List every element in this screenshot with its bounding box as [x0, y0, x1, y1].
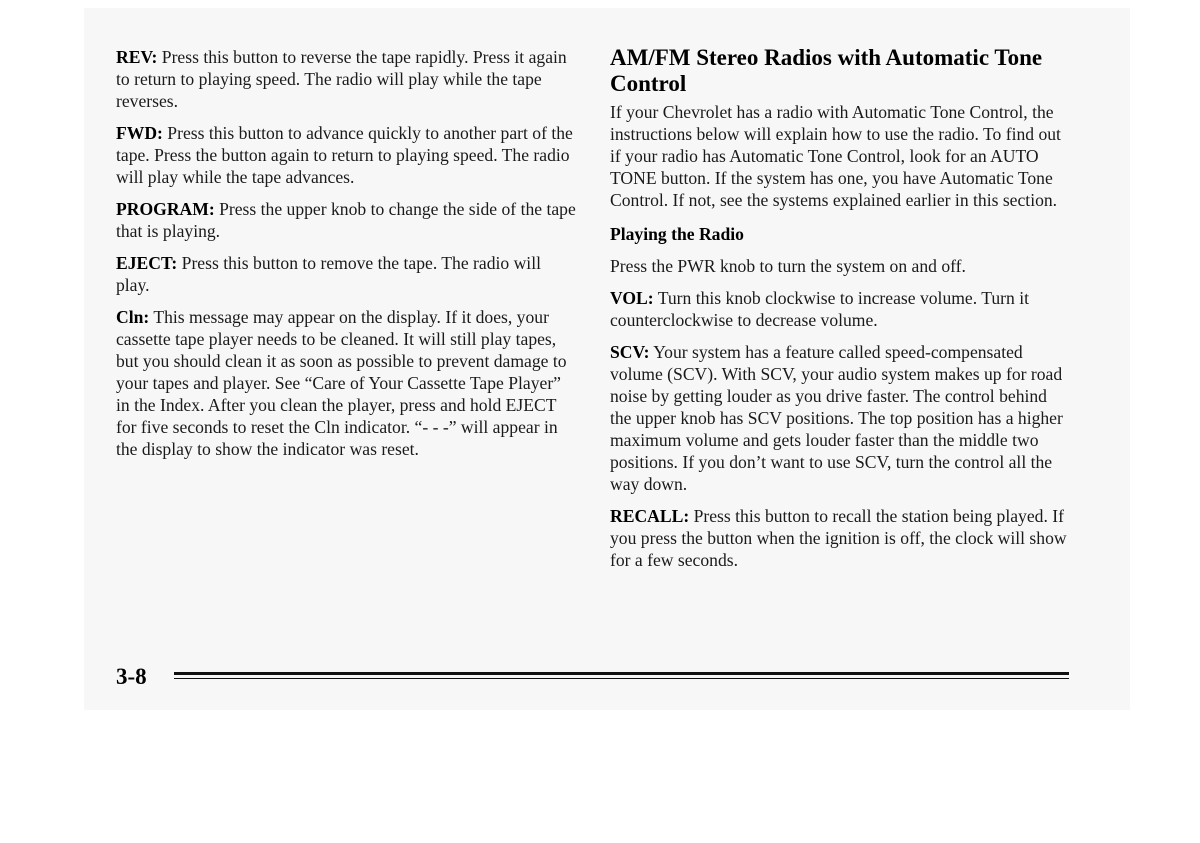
recall-term: RECALL: — [610, 506, 690, 526]
playing-radio-subheading: Playing the Radio — [610, 224, 744, 244]
program-paragraph — [116, 198, 578, 242]
vol-text: Turn this knob clockwise to increase volume. Turn it counterclockwise to decrease volume. — [610, 288, 1029, 330]
eject-text: Press this button to remove the tape. The radio will play. — [116, 253, 541, 295]
program-text: Press the upper knob to change the side of the tape that is playing. — [116, 199, 576, 241]
vol-paragraph — [610, 287, 1072, 331]
page-number: 3-8 — [116, 664, 147, 689]
intro-paragraph: If your Chevrolet has a radio with Automatic Tone Control, the instructions below will explain how to use the radio. To find out if your radio has Automatic Tone Control, look for an AUTO TONE button. If the system has one, you have Automatic Tone Control. If not, see the systems explained earlier in this section. — [610, 102, 1061, 210]
scv-paragraph — [610, 341, 1072, 495]
cln-text: This message may appear on the display. If it does, your cassette tape player needs to be cleaned. It will still play tapes, but you should clean it as soon as possible to prevent damage to your tapes and player. See “Care of Your Cassette Tape Player” in the Index. After you clean the player, press and hold EJECT for five seconds to reset the Cln indicator. “- - -” will appear in the display to show the indicator was reset. — [116, 307, 567, 459]
section-heading: AM/FM Stereo Radios with Automatic Tone Control — [610, 45, 1043, 96]
recall-paragraph — [610, 505, 1072, 571]
rev-term: REV: — [116, 47, 158, 67]
scv-term: SCV: — [610, 342, 650, 362]
pwr-paragraph: Press the PWR knob to turn the system on and off. — [610, 256, 966, 276]
scv-text: Your system has a feature called speed-compensated volume (SCV). With SCV, your audio system makes up for road noise by getting louder as you drive faster. The control behind the upper knob has SCV positions. The top position has a higher maximum volume and gets louder faster than the middle two positions. If you don’t want to use SCV, turn the control all the way down. — [610, 342, 1063, 494]
footer-rule-thick — [174, 672, 1069, 675]
cln-paragraph — [116, 306, 578, 460]
program-term: PROGRAM: — [116, 199, 215, 219]
cln-term: Cln: — [116, 307, 150, 327]
rev-paragraph — [116, 46, 578, 112]
manual-page — [84, 8, 1130, 710]
rev-text: Press this button to reverse the tape rapidly. Press it again to return to playing speed. The radio will play while the tape reverses. — [116, 47, 567, 111]
fwd-term: FWD: — [116, 123, 163, 143]
eject-term: EJECT: — [116, 253, 178, 273]
footer-rule-thin — [174, 678, 1069, 679]
fwd-paragraph — [116, 122, 578, 188]
recall-text: Press this button to recall the station being played. If you press the button when the ignition is off, the clock will show for a few seconds. — [610, 506, 1067, 570]
left-column — [116, 46, 578, 470]
vol-term: VOL: — [610, 288, 654, 308]
right-column — [610, 45, 1072, 581]
eject-paragraph — [116, 252, 578, 296]
fwd-text: Press this button to advance quickly to another part of the tape. Press the button again to return to playing speed. The radio will play while the tape advances. — [116, 123, 573, 187]
